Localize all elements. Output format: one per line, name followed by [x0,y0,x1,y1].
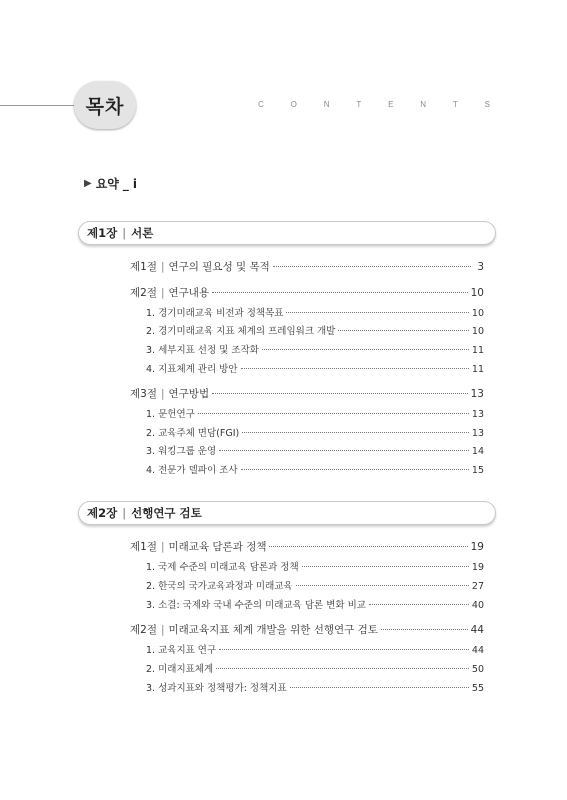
contents-label [258,100,490,109]
separator: | [160,261,165,273]
header-rule [0,105,80,106]
leader-dots [302,566,469,567]
item-title: 2. 경기미래교육 지표 체계의 프레임워크 개발 [146,326,336,337]
toc-item[interactable] [146,597,484,611]
leader-dots [219,450,469,451]
page-number: 27 [471,581,484,592]
item-title: 2. 한국의 국가교육과정과 미래교육 [146,581,293,592]
page-number: 44 [471,645,484,656]
item-title: 4. 전문가 델파이 조사 [146,465,238,476]
page-number: 13 [471,428,484,439]
contents-letter: N [420,100,427,109]
leader-dots [338,330,469,331]
separator: | [160,624,165,636]
toc-item[interactable] [146,680,484,694]
summary-label: 요약 [95,177,119,191]
toc-item[interactable] [146,406,484,420]
section-title: 연구내용 [168,287,210,299]
chapter-title: 서론 [131,226,154,240]
section-title: 연구의 필요성 및 목적 [168,261,270,273]
leader-dots [241,368,469,369]
page-number: 13 [471,409,484,420]
toc-item[interactable] [146,425,484,439]
item-title: 4. 지표체계 관리 방안 [146,364,238,375]
page-number: 19 [470,541,484,553]
separator: | [122,226,127,240]
toc-item[interactable] [146,642,484,656]
leader-dots [219,649,469,650]
item-title: 3. 성과지표와 정책평가: 정책지표 [146,683,287,694]
contents-letter: O [290,100,297,109]
section-number: 제2절 [130,624,157,636]
summary-page: i [132,176,138,191]
toc-section[interactable] [130,539,484,554]
page-number: 11 [471,345,484,356]
chapter-number: 제2장 [87,506,118,520]
page-number: 19 [471,562,484,573]
page-number: 50 [471,664,484,675]
toc-item[interactable] [146,559,484,573]
chapter-title: 선행연구 검토 [131,506,202,520]
separator: | [160,541,165,553]
page-number: 15 [471,465,484,476]
chapter-1-heading[interactable] [78,221,496,245]
triangle-right-icon: ▶ [84,178,92,189]
page-number: 10 [470,287,484,299]
summary-entry[interactable] [84,175,137,192]
leader-dots [381,629,468,630]
page-number: 14 [471,446,484,457]
section-title: 연구방법 [168,388,210,400]
section-title: 미래교육 담론과 정책 [168,541,267,553]
item-title: 3. 소결: 국제와 국내 수준의 미래교육 담론 변화 비교 [146,600,366,611]
toc-item[interactable] [146,361,484,375]
summary-sep: _ [122,176,129,191]
contents-letter: T [452,100,458,109]
leader-dots [273,266,471,267]
leader-dots [198,413,469,414]
toc-item[interactable] [146,578,484,592]
item-title: 3. 워킹그룹 운영 [146,446,217,457]
item-title: 1. 국제 수준의 미래교육 담론과 정책 [146,562,299,573]
contents-letter: C [258,100,264,109]
toc-item[interactable] [146,305,484,319]
toc-section[interactable] [130,622,484,637]
item-title: 1. 경기미래교육 비전과 정책목표 [146,308,284,319]
toc-section[interactable] [130,285,484,300]
toc-section[interactable] [130,386,484,401]
section-title: 미래교육지표 체계 개발을 위한 선행연구 검토 [168,624,378,636]
toc-item[interactable] [146,342,484,356]
toc-title: 목차 [74,81,136,129]
section-number: 제1절 [130,261,157,273]
toc-item[interactable] [146,661,484,675]
leader-dots [242,432,469,433]
section-number: 제1절 [130,541,157,553]
contents-letter: T [356,100,362,109]
leader-dots [290,687,469,688]
item-title: 1. 교육지표 연구 [146,645,217,656]
page-number: 3 [477,261,484,273]
section-number: 제2절 [130,287,157,299]
contents-letter: S [484,100,490,109]
leader-dots [262,349,469,350]
item-title: 2. 교육주체 면담(FGI) [146,428,240,439]
separator: | [122,506,127,520]
section-number: 제3절 [130,388,157,400]
separator: | [160,287,165,299]
leader-dots [212,393,468,394]
leader-dots [216,668,469,669]
page-number: 40 [471,600,484,611]
page-number: 13 [470,388,484,400]
item-title: 2. 미래지표체계 [146,664,214,675]
chapter-2-heading[interactable] [78,501,496,525]
item-title: 3. 세부지표 선정 및 조작화 [146,345,259,356]
page-number: 55 [471,683,484,694]
leader-dots [286,312,468,313]
leader-dots [269,546,467,547]
leader-dots [296,585,469,586]
leader-dots [369,604,469,605]
page-number: 44 [470,624,484,636]
leader-dots [241,469,469,470]
contents-letter: E [388,100,394,109]
toc-item[interactable] [146,462,484,476]
page-number: 10 [471,308,484,319]
toc-item[interactable] [146,443,484,457]
leader-dots [212,292,468,293]
page-number: 10 [471,326,484,337]
toc-item[interactable] [146,323,484,337]
contents-letter: N [323,100,330,109]
page-number: 11 [471,364,484,375]
toc-section[interactable] [130,259,484,274]
item-title: 1. 문헌연구 [146,409,195,420]
chapter-number: 제1장 [87,226,118,240]
separator: | [160,388,165,400]
